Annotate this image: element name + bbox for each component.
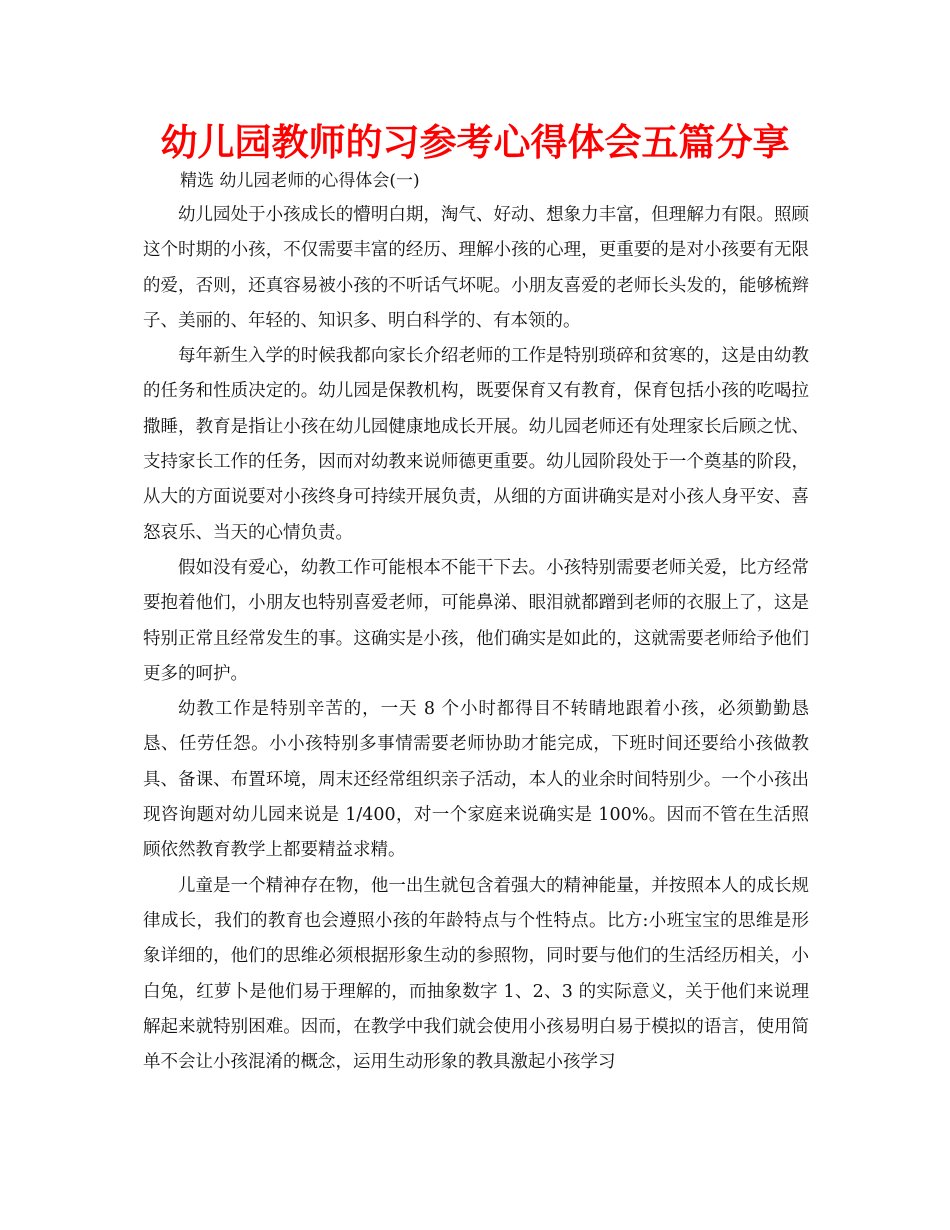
paragraph-3: 假如没有爱心，幼教工作可能根本不能干下去。小孩特别需要老师关爱，比方经常要抱着他们，小朋友也特别喜爱老师，可能鼻涕、眼泪就都蹭到老师的衣服上了，这是特别正常且经常发生的事。这确实是小孩，他们确实是如此的，这就需要老师给予他们更多的呵护。 bbox=[143, 557, 809, 684]
paragraph-4: 幼教工作是特别辛苦的，一天 8 个小时都得目不转睛地跟着小孩，必须勤勤恳恳、任劳任怨。小小孩特别多事情需要老师协助才能完成，下班时间还要给小孩做教具、备课、布置环境，周末还经常组织亲子活动，本人的业余时间特别少。一个小孩出现咨询题对幼儿园来说是 1/400，对一个家庭来说确实是 100%。因而不管在生活照顾依然教育教学上都要精益求精。 bbox=[143, 699, 809, 861]
section-subtitle: 精选 幼儿园老师的心得体会(一) bbox=[180, 171, 420, 191]
paragraph-5: 儿童是一个精神存在物，他一出生就包含着强大的精神能量，并按照本人的成长规律成长，我们的教育也会遵照小孩的年龄特点与个性特点。比方:小班宝宝的思维是形象详细的，他们的思维必须根据形象生动的参照物，同时要与他们的生活经历相关，小白兔，红萝卜是他们易于理解的，而抽象数字 1、2、3 的实际意义，关于他们来说理解起来就特别困难。因而，在教学中我们就会使用小孩易明白易于模拟的语言，使用简单不会让小孩混淆的概念，运用生动形象的教具激起小孩学习 bbox=[143, 875, 809, 1073]
document-title: 幼儿园教师的习参考心得体会五篇分享 bbox=[160, 121, 790, 164]
document-body bbox=[143, 198, 809, 1080]
paragraph-2: 每年新生入学的时候我都向家长介绍老师的工作是特别琐碎和贫寒的，这是由幼教的任务和性质决定的。幼儿园是保教机构，既要保育又有教育，保育包括小孩的吃喝拉撒睡，教育是指让小孩在幼儿园健康地成长开展。幼儿园老师还有处理家长后顾之忧、支持家长工作的任务，因而对幼教来说师德更重要。幼儿园阶段处于一个奠基的阶段，从大的方面说要对小孩终身可持续开展负责，从细的方面讲确实是对小孩人身平安、喜怒哀乐、当天的心情负责。 bbox=[143, 346, 809, 543]
paragraph-1: 幼儿园处于小孩成长的懵明白期，淘气、好动、想象力丰富，但理解力有限。照顾这个时期的小孩，不仅需要丰富的经历、理解小孩的心理，更重要的是对小孩要有无限的爱，否则，还真容易被小孩的不听话气坏呢。小朋友喜爱的老师长头发的，能够梳辫子、美丽的、年轻的、知识多、明白科学的、有本领的。 bbox=[143, 205, 809, 331]
